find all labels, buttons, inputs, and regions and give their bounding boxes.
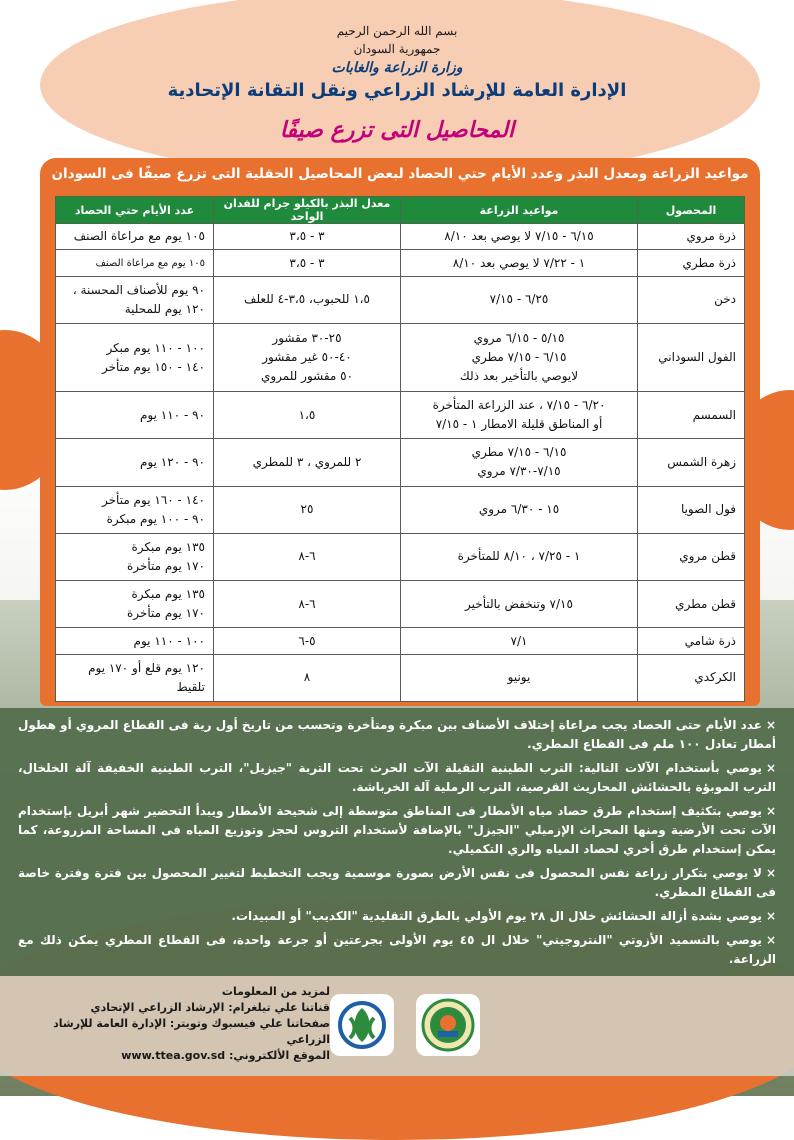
crop-cell: فول الصويا xyxy=(638,486,745,533)
country-name: جمهورية السودان xyxy=(353,42,441,56)
table-header-row xyxy=(56,197,745,224)
seed-cell: ٢ للمروي ، ٣ للمطري xyxy=(214,439,401,486)
days-cell: ١٣٥ يوم مبكرة ١٧٠ يوم متأخرة xyxy=(56,581,214,628)
table-caption: مواعيد الزراعة ومعدل البذر وعدد الأيام حتي الحصاد لبعض المحاصيل الحقلية التى تزرع صيفًا فى السودان xyxy=(51,166,749,182)
seed-cell: ٦-٨ xyxy=(214,581,401,628)
days-cell: ١٠٥ يوم مع مراعاة الصنف xyxy=(56,250,214,276)
table-row xyxy=(56,533,745,580)
crop-cell: قطن مروي xyxy=(638,533,745,580)
website-line: الموقع الألكتروني: www.ttea.gov.sd xyxy=(121,1049,330,1062)
seed-cell: ٦-٨ xyxy=(214,533,401,580)
crops-table xyxy=(55,196,745,702)
crop-cell: دخن xyxy=(638,276,745,323)
days-cell: ١٤٠ - ١٦٠ يوم متأخر ٩٠ - ١٠٠ يوم مبكرة xyxy=(56,486,214,533)
crop-cell: قطن مطري xyxy=(638,581,745,628)
table-row xyxy=(56,581,745,628)
note-marker: × xyxy=(765,804,776,818)
note-marker: × xyxy=(765,866,776,880)
column-header-crop: المحصول xyxy=(638,197,745,224)
date-cell: ٧/١ xyxy=(401,628,638,654)
note-text: عدد الأيام حتى الحصاد يجب مراعاة إختلاف الأصناف بين مبكرة ومتأخرة وتحسب من تاريخ أول رية فى القطاع المروي أو هطول أمطار تعادل ١٠٠ ملم فى القطاع المطري. xyxy=(18,718,776,751)
date-cell: ١ - ٧/٢٢ لا يوصي بعد ٨/١٠ xyxy=(401,250,638,276)
note-item xyxy=(18,931,776,969)
crop-cell: الكركدي xyxy=(638,654,745,701)
table-row xyxy=(56,276,745,323)
seed-cell: ٥-٦ xyxy=(214,628,401,654)
notes-list xyxy=(18,716,776,974)
date-cell: يونيو xyxy=(401,654,638,701)
seed-cell: ٢٥ xyxy=(214,486,401,533)
crop-cell: ذرة مروي xyxy=(638,224,745,250)
facebook-line: صفحاتنا علي فيسبوك وتويتر: الإدارة العامة للإرشاد الزراعي xyxy=(53,1017,330,1046)
footer-contact xyxy=(10,984,330,1064)
seed-cell: ٢٥-٣٠ مقشور ٤٠-٥٠ غير مقشور ٥٠ مقشور للمروي xyxy=(214,323,401,391)
days-cell: ١٠٠ - ١١٠ يوم مبكر ١٤٠ - ١٥٠ يوم متأخر xyxy=(56,323,214,391)
note-text: يوصي بشدة أزالة الحشائش خلال ال ٢٨ يوم الأولي بالطرق التقليدية "الكديب" أو المبيدات. xyxy=(231,909,762,923)
seed-cell: ٣ - ٣،٥ xyxy=(214,224,401,250)
crop-cell: زهرة الشمس xyxy=(638,439,745,486)
table-row xyxy=(56,486,745,533)
days-cell: ١٣٥ يوم مبكرة ١٧٠ يوم متأخرة xyxy=(56,533,214,580)
days-cell: ١٠٥ يوم مع مراعاة الصنف xyxy=(56,224,214,250)
table-row xyxy=(56,392,745,439)
extension-logo xyxy=(330,994,394,1056)
note-marker: × xyxy=(765,718,776,732)
note-marker: × xyxy=(765,933,776,947)
seed-cell: ١،٥ للحبوب، ٣،٥-٤ للعلف xyxy=(214,276,401,323)
more-info-label: لمزيد من المعلومات xyxy=(221,985,330,998)
note-text: يوصي بتكثيف إستخدام طرق حصاد مياه الأمطار فى المناطق متوسطة إلى شحيحة الأمطار ويبدأ التحضير شهر أبريل بإستخدام الآت تحت الأرضية ومنها المحراث الإزميلي "الجيزل" بالإضافة لأستخدام التروس لحجز وتوزيع المياه فى المساحة المزروعة، كما يمكن إستخدام طرق أخري لحصاد المياه والري التكميلي. xyxy=(18,804,776,856)
document-header xyxy=(0,22,794,104)
page-title: المحاصيل التى تزرع صيفًا xyxy=(279,118,515,143)
table-row xyxy=(56,628,745,654)
note-item xyxy=(18,802,776,859)
date-cell: ٦/٢٥ - ٧/١٥ xyxy=(401,276,638,323)
crop-cell: السمسم xyxy=(638,392,745,439)
column-header-date: مواعيد الزراعة xyxy=(401,197,638,224)
crop-cell: الفول السوداني xyxy=(638,323,745,391)
date-cell: ٦/١٥ - ٧/١٥ لا يوصي بعد ٨/١٠ xyxy=(401,224,638,250)
crop-cell: ذرة شامي xyxy=(638,628,745,654)
table-row xyxy=(56,323,745,391)
ministry-logo xyxy=(416,994,480,1056)
table-row xyxy=(56,224,745,250)
days-cell: ٩٠ - ١١٠ يوم xyxy=(56,392,214,439)
note-text: يوصي بأستخدام الآلات التالية: الترب الطينية الثقيلة الآت الحرث تحت التربة "جيزيل"، الترب الطينية الخفيفة آلة الخلخال، الترب الموبؤة بالحشائش المحاريث القرصية، الترب الرملية آلة الخرباشة. xyxy=(18,761,776,794)
column-header-seed-rate: معدل البذر بالكيلو جرام للفدان الواحد xyxy=(214,197,401,224)
column-header-days: عدد الأيام حتي الحصاد xyxy=(56,197,214,224)
date-cell: ٧/١٥ وتنخفض بالتأخير xyxy=(401,581,638,628)
note-item xyxy=(18,864,776,902)
administration-name: الإدارة العامة للإرشاد الزراعي ونقل التقانة الإتحادية xyxy=(167,80,627,101)
note-item xyxy=(18,716,776,754)
seed-cell: ٣ - ٣،٥ xyxy=(214,250,401,276)
table-row xyxy=(56,654,745,701)
seed-cell: ١،٥ xyxy=(214,392,401,439)
days-cell: ١٢٠ يوم قلع أو ١٧٠ يوم تلقيط xyxy=(56,654,214,701)
crop-cell: ذرة مطري xyxy=(638,250,745,276)
date-cell: ٥/١٥ - ٦/١٥ مروي ٦/١٥ - ٧/١٥ مطري لايوصي بالتأخير بعد ذلك xyxy=(401,323,638,391)
note-marker: × xyxy=(765,909,776,923)
date-cell: ٦/٢٠ - ٧/١٥ ، عند الزراعة المتأخرة أو المناطق قليلة الامطار ١ - ٧/١٥ xyxy=(401,392,638,439)
note-text: يوصي بالتسميد الأزوتي "النتروجيني" خلال ال ٤٥ يوم الأولى بجرعتين أو جرعة واحدة، فى القطاع المطري يمكن ذلك مع الزراعة. xyxy=(18,933,776,966)
note-text: لا يوصي بتكرار زراعة نفس المحصول فى نفس الأرض بصورة موسمية ويجب التخطيط لتغيير المحصول بين فترة وفترة خاصة فى القطاع المطري. xyxy=(18,866,776,899)
date-cell: ١ - ٧/٢٥ ، ٨/١٠ للمتأخرة xyxy=(401,533,638,580)
seed-cell: ٨ xyxy=(214,654,401,701)
days-cell: ٩٠ يوم للأصناف المحسنة ، ١٢٠ يوم للمحلية xyxy=(56,276,214,323)
basmala: بسم الله الرحمن الرحيم xyxy=(336,24,458,38)
ministry-name: وزارة الزراعة والغابات xyxy=(331,60,463,76)
note-item xyxy=(18,759,776,797)
date-cell: ٦/١٥ - ٧/١٥ مطري ٧/١٥-٧/٣٠ مروي xyxy=(401,439,638,486)
note-marker: × xyxy=(765,761,776,775)
telegram-line: قناتنا علي تيلغرام: الإرشاد الزراعي الإتحادي xyxy=(90,1001,330,1014)
table-row xyxy=(56,439,745,486)
note-item xyxy=(18,907,776,926)
days-cell: ٩٠ - ١٢٠ يوم xyxy=(56,439,214,486)
days-cell: ١٠٠ - ١١٠ يوم xyxy=(56,628,214,654)
table-row xyxy=(56,250,745,276)
date-cell: ١٥ - ٦/٣٠ مروي xyxy=(401,486,638,533)
